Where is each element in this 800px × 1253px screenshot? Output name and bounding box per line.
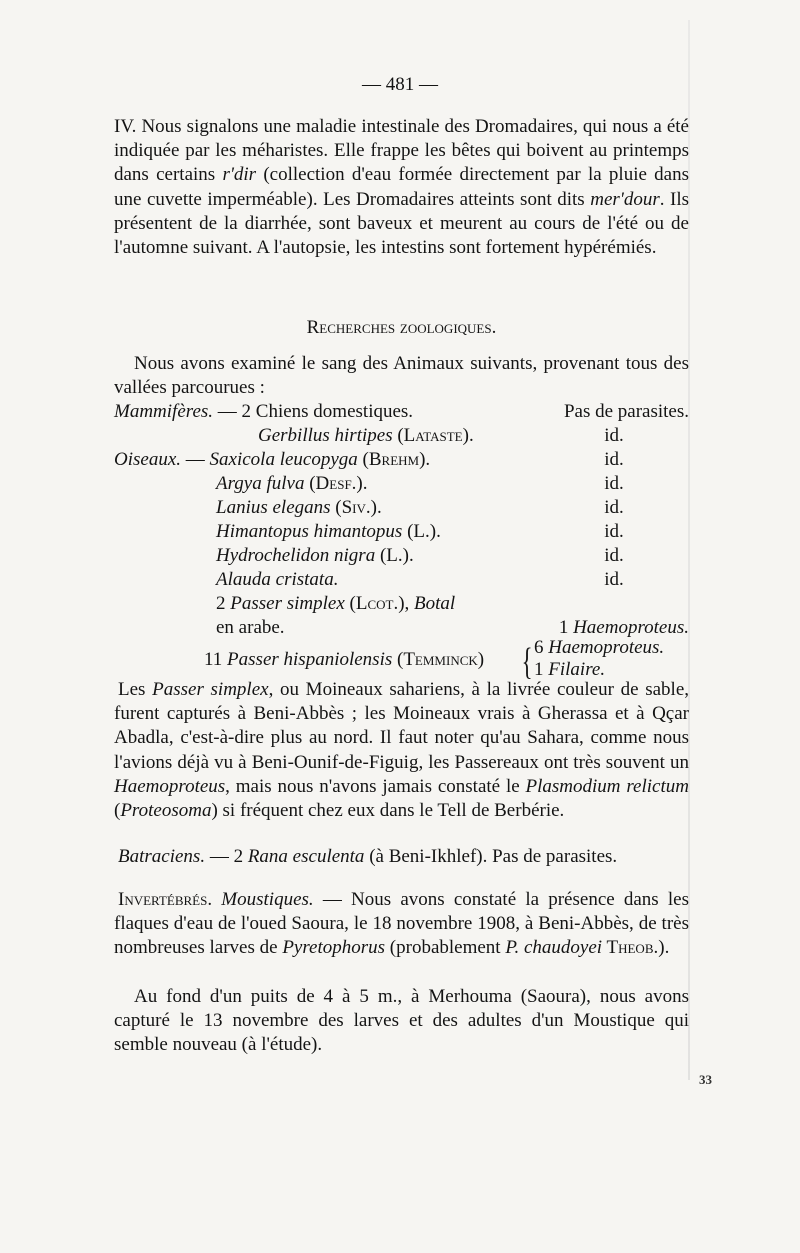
- passer2-result1: Haemoproteus.: [548, 637, 665, 658]
- mammiferes-item: — 2 Chiens domestiques.: [213, 401, 414, 422]
- para4-c: Moustiques.: [221, 889, 314, 910]
- species-saxicola: Saxicola leucopyga: [209, 449, 358, 470]
- oiseaux-dash: —: [181, 449, 210, 470]
- signature-mark: 33: [699, 1072, 712, 1087]
- para2-a: Les: [118, 679, 153, 700]
- mammiferes-label: Mammifères.: [114, 401, 214, 422]
- section-heading: Recherches zoologiques.: [306, 317, 497, 338]
- para2-i: ) si fréquent chez eux dans le Tell de Berbérie.: [211, 800, 565, 822]
- result-id: id.: [604, 425, 624, 446]
- result-id: id.: [604, 545, 624, 566]
- para4-f: (probablement: [385, 937, 506, 959]
- author-lanius: (Siv.).: [330, 497, 382, 518]
- paragraph-batraciens: [114, 845, 689, 869]
- list-item: [114, 592, 689, 616]
- list-item: [114, 448, 689, 472]
- para2-b: Passer simplex: [152, 679, 269, 700]
- brace-icon: {: [521, 641, 533, 683]
- para4-d: — Nous avons constaté la présence dans les flaques d'eau de l'oued Saoura, le 18 novembre 1908, à Beni-Abbès, de très nombreuses larves de: [114, 889, 690, 959]
- author-temminck: (Temminck): [392, 649, 485, 670]
- para1-text-c: (collection d'eau formée directement par la pluie dans une cuvette imperméable). Les Dromadaires atteints sont dits: [114, 164, 689, 210]
- list-item: [114, 424, 689, 448]
- para4-b: [212, 889, 221, 910]
- mammiferes-result: Pas de parasites.: [563, 401, 689, 422]
- passer2-result2-count: 1: [534, 659, 549, 680]
- para2-e: , mais nous n'avons jamais constaté le: [225, 775, 526, 797]
- arabic-name-botal: Botal: [414, 593, 456, 614]
- passer2-result1-count: 6: [534, 637, 549, 658]
- para1-text-e: . Ils présentent de la diarrhée, sont baveux et meurent au cours de l'été ou de l'automne suivant. A l'autopsie, les intestins sont fortement hypérémiés.: [114, 188, 689, 259]
- paragraph-intro: Nous avons examiné le sang des Animaux suivants, provenant tous des vallées parcourues :: [114, 353, 689, 399]
- list-item: [114, 400, 689, 424]
- author-passer-simplex: (Lcot.),: [344, 593, 415, 614]
- para2-f: Plasmodium relictum: [525, 775, 689, 797]
- term-merdour: mer'dour: [590, 188, 660, 210]
- para1-text-a: IV. Nous signalons une maladie intestinale des Dromadaires, qui nous a été indiquée par les méharistes. Elle frappe les bêtes qui boivent au printemps dans certains: [114, 116, 689, 186]
- para2-g: (: [114, 800, 121, 822]
- species-passer-simplex: Passer simplex: [230, 593, 345, 614]
- passer2-result2: Filaire.: [548, 659, 606, 680]
- paragraph-puits: Au fond d'un puits de 4 à 5 m., à Merhouma (Saoura), nous avons capturé le 13 novembre des larves et des adultes d'un Moustique qui semble nouveau (à l'étude).: [114, 986, 689, 1056]
- oiseaux-label: Oiseaux.: [114, 449, 182, 470]
- passer2-count: 11: [204, 649, 228, 670]
- passer1-count: 2: [216, 593, 231, 614]
- para3-d: (à Beni-Ikhlef). Pas de parasites.: [364, 846, 618, 867]
- para2-h: Proteosoma: [120, 800, 212, 822]
- result-id: id.: [604, 497, 624, 518]
- para4-a: Invertébrés.: [118, 889, 213, 910]
- list-item: [114, 496, 689, 520]
- species-hydrochelidon: Hydrochelidon nigra: [216, 545, 376, 566]
- list-item: [114, 544, 689, 568]
- species-argya: Argya fulva: [216, 473, 305, 494]
- para2-d: Haemoproteus: [114, 775, 226, 797]
- passer1-result: Haemoproteus.: [573, 617, 689, 638]
- para3-a: Batraciens.: [118, 846, 206, 867]
- para2-c: , ou Moineaux sahariens, à la livrée couleur de sable, furent capturés à Beni-Abbès ; les Moineaux vrais à Gherassa et à Qçar Abadla, c'est-à-dire plus au nord. Il faut noter qu'au Sahara, comme nous l'avions déjà vu à Beni-Ounif-de-Figuig, les Passereaux ont très souvent un: [114, 679, 690, 773]
- page-number: — 481 —: [362, 74, 438, 95]
- author-gerbillus: (Lataste).: [392, 425, 474, 446]
- author-saxicola: (Brehm).: [357, 449, 431, 470]
- author-hydrochelidon: (L.).: [375, 545, 414, 566]
- result-id: id.: [604, 569, 624, 590]
- species-himantopus: Himantopus himantopus: [216, 521, 403, 542]
- paragraph-invertebres: [114, 888, 689, 961]
- para4-h: Theob.).: [602, 937, 670, 959]
- list-item: [114, 568, 689, 592]
- author-himantopus: (L.).: [402, 521, 441, 542]
- para3-b: — 2: [205, 846, 248, 867]
- para3-c: Rana esculenta: [247, 846, 365, 867]
- species-alauda: Alauda cristata.: [216, 569, 339, 590]
- passer1-result-count: 1: [558, 617, 574, 638]
- author-argya: (Desf.).: [304, 473, 368, 494]
- species-gerbillus: Gerbillus hirtipes: [258, 425, 393, 446]
- para4-g: P. chaudoyei: [505, 937, 603, 959]
- result-id: id.: [604, 521, 624, 542]
- list-item: [114, 520, 689, 544]
- para4-e: Pyretophorus: [282, 937, 386, 959]
- term-rdir: r'dir: [222, 164, 257, 186]
- list-item: [114, 472, 689, 496]
- result-id: id.: [604, 473, 624, 494]
- species-passer-hispaniolensis: Passer hispaniolensis: [227, 649, 393, 670]
- passer1-line2: en arabe.: [216, 617, 285, 638]
- result-id: id.: [604, 449, 624, 470]
- paragraph-dromadaires: [114, 115, 689, 260]
- paragraph-passer: [114, 678, 689, 823]
- species-lanius: Lanius elegans: [216, 497, 331, 518]
